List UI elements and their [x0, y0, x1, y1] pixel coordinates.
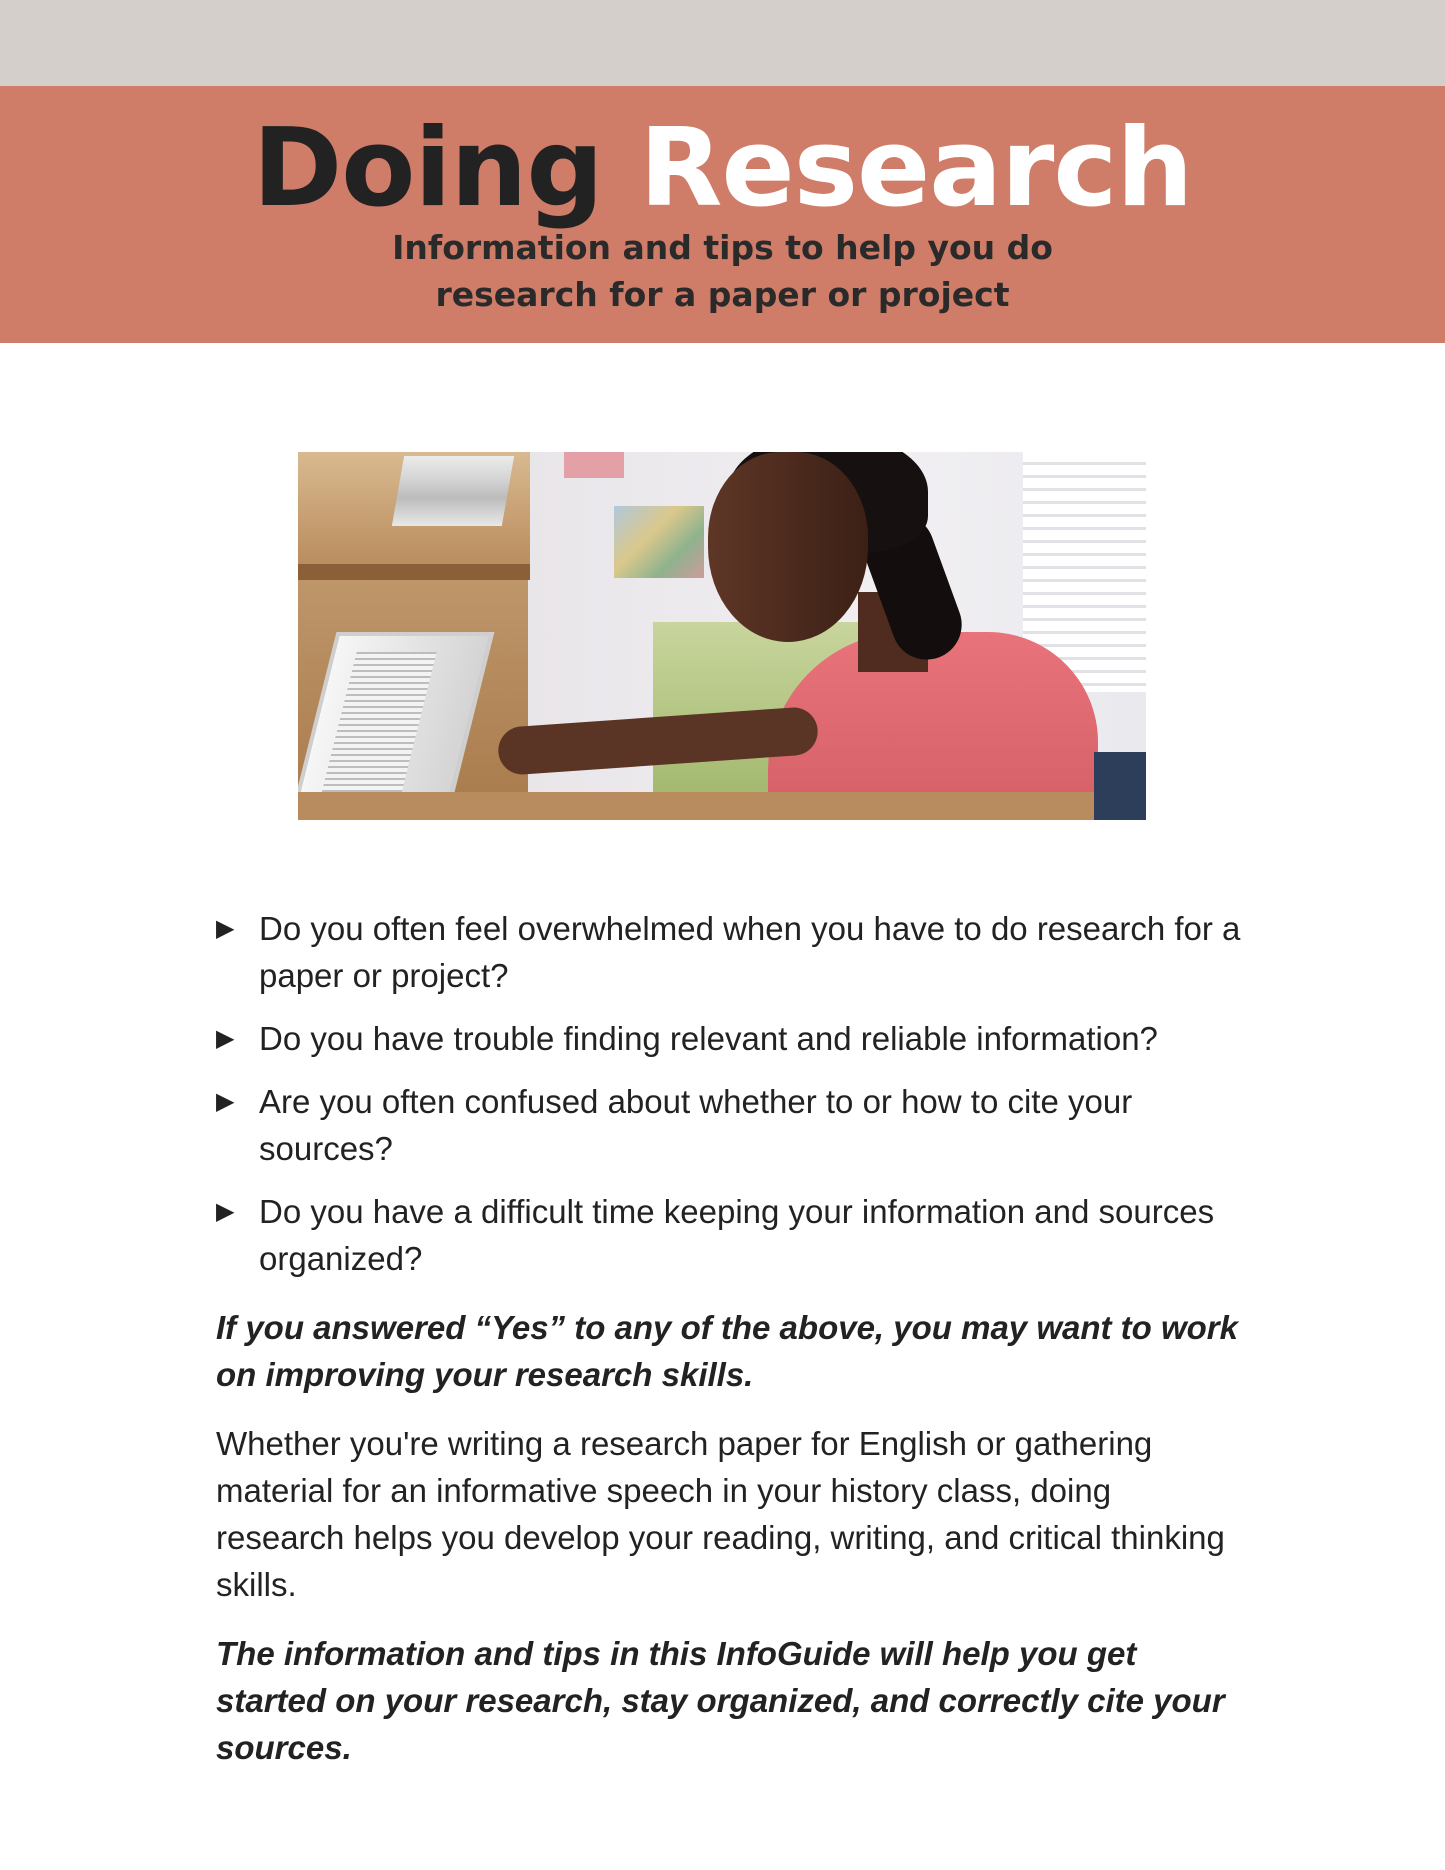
title-part-research: Research: [639, 106, 1193, 231]
photo-person-face: [708, 452, 868, 642]
callout-text: If you answered “Yes” to any of the above, you may want to work on improving your research skills.: [216, 1309, 1239, 1393]
right-triangle-icon: ▶: [216, 1198, 235, 1225]
page-subtitle: [0, 224, 1445, 318]
list-item: [216, 1015, 1246, 1062]
list-item-text: Do you have a difficult time keeping your information and sources organized?: [259, 1193, 1215, 1277]
right-triangle-icon: ▶: [216, 1025, 235, 1052]
student-at-laptop-photo: [298, 452, 1146, 820]
page-title: [0, 104, 1445, 234]
subtitle-line-2: research for a paper or project: [435, 275, 1010, 314]
closing-text: The information and tips in this InfoGuide will help you get started on your research, stay organized, and correctly cite your sources.: [216, 1635, 1225, 1766]
list-item-text: Are you often confused about whether to or how to cite your sources?: [259, 1083, 1133, 1167]
photo-books: [392, 456, 514, 526]
photo-chair: [1094, 752, 1146, 820]
question-list: [216, 905, 1246, 1282]
top-strip: [0, 0, 1445, 86]
title-part-doing: Doing: [252, 106, 603, 231]
subtitle-line-1: Information and tips to help you do: [392, 228, 1053, 267]
list-item-text: Do you often feel overwhelmed when you have to do research for a paper or project?: [259, 910, 1241, 994]
list-item: [216, 1188, 1246, 1282]
photo-red-poster: [564, 452, 624, 478]
header-band: [0, 86, 1445, 343]
body-paragraph: Whether you're writing a research paper for English or gathering material for an informative speech in your history class, doing research helps you develop your reading, writing, and critical thinking skills.: [216, 1425, 1225, 1603]
right-triangle-icon: ▶: [216, 915, 235, 942]
photo-map-poster: [614, 506, 704, 578]
list-item: [216, 1078, 1246, 1172]
main-content: [216, 905, 1246, 1771]
right-triangle-icon: ▶: [216, 1088, 235, 1115]
photo-shelf-board: [298, 564, 530, 580]
photo-desk: [298, 792, 1146, 820]
list-item-text: Do you have trouble finding relevant and reliable information?: [259, 1020, 1158, 1057]
list-item: [216, 905, 1246, 999]
